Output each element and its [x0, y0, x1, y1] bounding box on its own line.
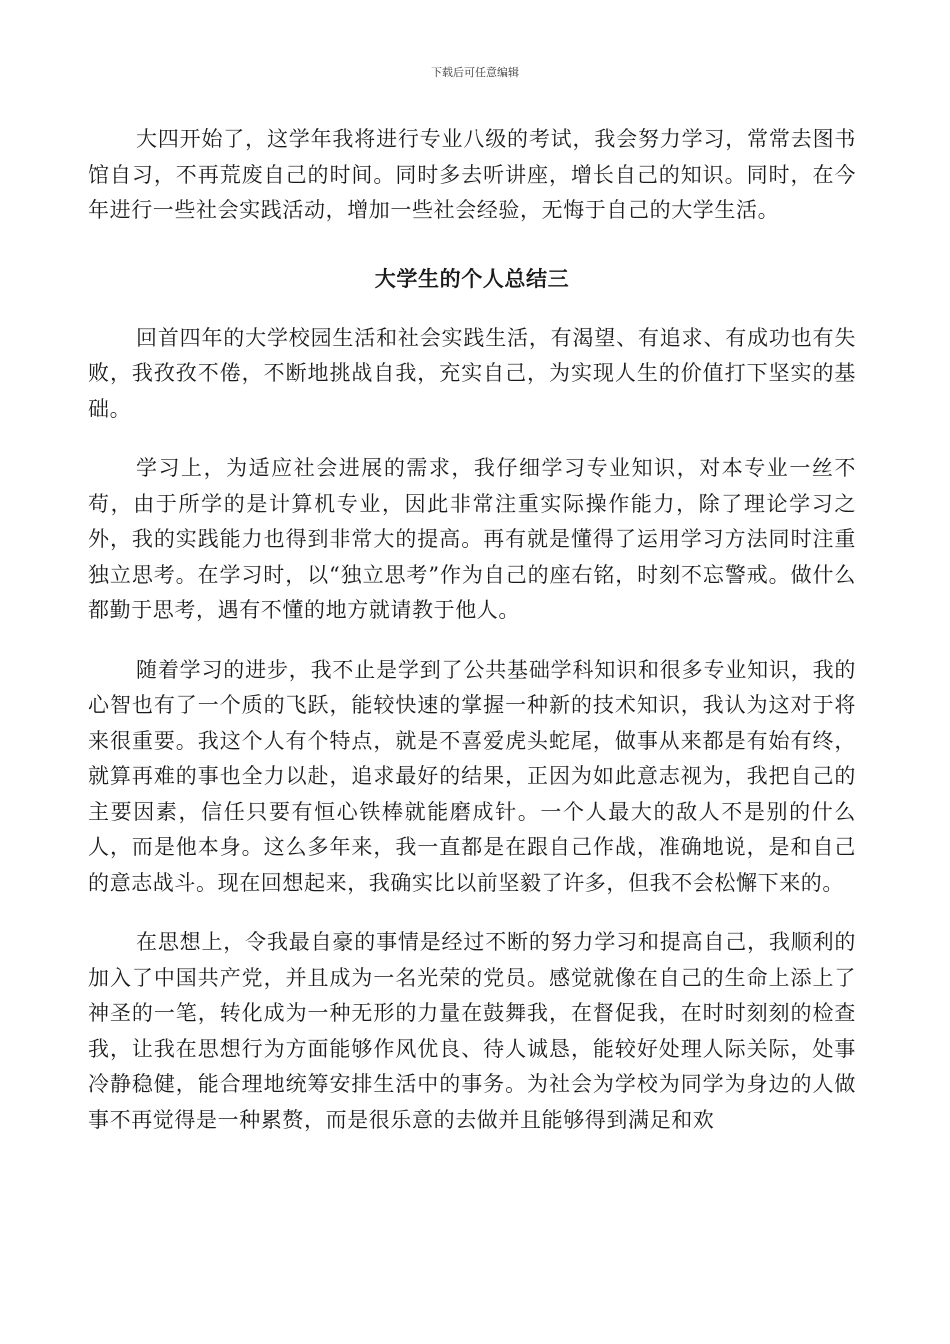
section-title: 大学生的个人总结三: [374, 265, 570, 291]
paragraph-thought: 在思想上，令我最自豪的事情是经过不断的努力学习和提高自己，我顺利的加入了中国共产党，并且成为一名光荣的党员。感觉就像在自己的生命上添上了神圣的一笔，转化成为一种无形的力量在鼓舞我，在督促我，在时时刻刻的检查我，让我在思想行为方面能够作风优良、待人诚恳，能较好处理人际关际，处事冷静稳健，能合理地统筹安排生活中的事务。为社会为学校为同学为身边的人做事不再觉得是一种累赘，而是很乐意的去做并且能够得到满足和欢: [88, 930, 856, 1132]
document-body: [88, 122, 856, 1138]
paragraph-reflection: 回首四年的大学校园生活和社会实践生活，有渴望、有追求、有成功也有失败，我孜孜不倦，不断地挑战自我，充实自己，为实现人生的价值打下坚实的基础。: [88, 325, 856, 421]
paragraph-study: 学习上，为适应社会进展的需求，我仔细学习专业知识，对本专业一丝不苟，由于所学的是计算机专业，因此非常注重实际操作能力，除了理论学习之外，我的实践能力也得到非常大的提高。再有就是懂得了运用学习方法同时注重独立思考。在学习时，以“独立思考”作为自己的座右铭，时刻不忘警戒。做什么都勤于思考，遇有不懂的地方就请教于他人。: [88, 456, 856, 622]
page-header: 下载后可任意编辑: [431, 66, 519, 79]
paragraph-progress: 随着学习的进步，我不止是学到了公共基础学科知识和很多专业知识，我的心智也有了一个质的飞跃，能较快速的掌握一种新的技术知识，我认为这对于将来很重要。我这个人有个特点，就是不喜爱虎头蛇尾，做事从来都是有始有终，就算再难的事也全力以赴，追求最好的结果，正因为如此意志视为，我把自己的主要因素，信任只要有恒心铁棒就能磨成针。一个人最大的敌人不是别的什么人，而是他本身。这么多年来，我一直都是在跟自己作战，准确地说，是和自己的意志战斗。现在回想起来，我确实比以前坚毅了许多，但我不会松懈下来的。: [88, 657, 856, 895]
paragraph-senior-year-plan: 大四开始了，这学年我将进行专业八级的考试，我会努力学习，常常去图书馆自习，不再荒废自己的时间。同时多去听讲座，增长自己的知识。同时，在今年进行一些社会实践活动，增加一些社会经验，无悔于自己的大学生活。: [88, 127, 856, 222]
